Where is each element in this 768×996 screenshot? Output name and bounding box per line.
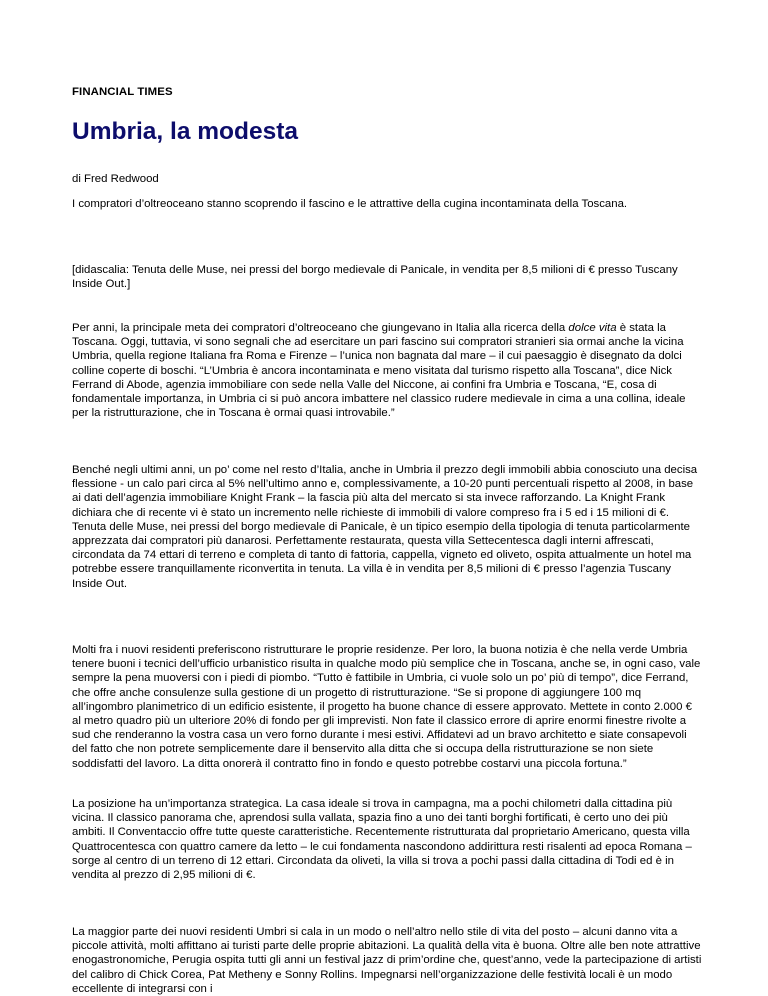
article-byline: di Fred Redwood bbox=[72, 173, 159, 185]
article-lede: I compratori d’oltreoceano stanno scoprendo il fascino e le attrattive della cugina incontaminata della Toscana. bbox=[72, 198, 628, 210]
body-paragraph-4: La posizione ha un’importanza strategica. La casa ideale si trova in campagna, ma a pochi chilometri dalla cittadina più vicina. Il classico panorama che, aprendosi sulla vallata, spazia fino a uno dei tanti borghi fortificati, è certo uno dei più ambiti. Il Conventaccio offre tutte queste caratteristiche. Recentemente ristrutturata dal proprietario Americano, questa villa Quattrocentesca con quattro camere da letto – le cui fondamenta nascondono addirittura resti risalenti ad epoca Romana – sorge al centro di un terreno di 12 ettari. Circondata da oliveti, la villa si trova a pochi passi dalla cittadina di Todi ed è in vendita al prezzo di 2,95 milioni di €. bbox=[72, 798, 692, 882]
paragraph-text: Per anni, la principale meta dei compratori d’oltreoceano che giungevano in Italia alla ricerca della bbox=[72, 322, 569, 334]
italic-phrase: dolce vita bbox=[568, 322, 617, 334]
body-paragraph-2: Benché negli ultimi anni, un po’ come nel resto d’Italia, anche in Umbria il prezzo degli immobili abbia conosciuto una decisa flessione - un calo pari circa al 5% nell’ultimo anno e, complessivamente, a 10-20 punti percentuali rispetto al 2008, in base ai dati dell’agenzia immobiliare Knight Frank – la fascia più alta del mercato si sta invece rafforzando. La Knight Frank dichiara che di recente vi è stato un incremento nelle richieste di immobili di valore compreso fra i 5 ed i 15 milioni di €. Tenuta delle Muse, nei pressi del borgo medievale di Panicale, è un tipico esempio della tipologia di tenuta particolarmente apprezzata dai compratori più danarosi. Perfettamente restaurata, questa villa Settecentesca dagli interni affrescati, circondata da 74 ettari di terreno e completa di tanto di fattoria, cappella, vigneto ed oliveto, ospita attualmente un hotel ma potrebbe essere tranquillamente riconvertita in tenuta. La villa è in vendita per 8,5 milioni di € presso l’agenzia Tuscany Inside Out. bbox=[72, 464, 698, 590]
publication-name: FINANCIAL TIMES bbox=[72, 86, 173, 98]
body-paragraph-3: Molti fra i nuovi residenti preferiscono ristrutturare le proprie residenze. Per loro, la buona notizia è che nella verde Umbria tenere buoni i tecnici dell’ufficio urbanistico risulta in qualche modo più semplice che in Toscana, anche se, in ogni caso, vale sempre la pena muoversi con i piedi di piombo. “Tutto è fattibile in Umbria, ci vuole solo un po’ più di tempo”, dice Ferrand, che offre anche consulenze sulla gestione di un progetto di ristrutturazione. “Se si propone di aggiungere 100 mq all’ingombro planimetrico di un edificio esistente, il progetto ha buone chance di essere approvato. Mettete in conto 2.000 € al metro quadro più un ulteriore 20% di fondo per gli imprevisti. Non fate il classico errore di aprire enormi finestre rivolte a sud che renderanno la vostra casa un vero forno durante i mesi estivi. Affidatevi ad un bravo architetto e siate consapevoli del fatto che non potrete semplicemente dare il benservito alla ditta che si occupa della ristrutturazione se non siete soddisfatti del lavoro. La ditta onorerà il contratto fino in fondo e questo potrebbe costarvi una piccola fortuna.” bbox=[72, 644, 701, 770]
body-paragraph-1 bbox=[72, 321, 702, 420]
body-paragraph-5: La maggior parte dei nuovi residenti Umbri si cala in un modo o nell’altro nello stile di vita del posto – alcuni danno vita a piccole attività, molti affittano ai turisti parte delle proprie abitazioni. La qualità della vita è buona. Oltre alle ben note attrattive enogastronomiche, Perugia ospita tutti gli anni un festival jazz di prim’ordine che, quest’anno, vede la partecipazione di artisti del calibro di Chick Corea, Pat Metheny e Sonny Rollins. Impegnarsi nell’organizzazione delle festività locali è un modo eccellente di integrarsi con i bbox=[72, 926, 702, 995]
paragraph-text: è stata la Toscana. Oggi, tuttavia, vi sono segnali che ad esercitare un pari fascino sui compratori stranieri sia ormai anche la vicina Umbria, quella regione Italiana fra Roma e Firenze – l’unica non bagnata dal mare – il cui paesaggio è disegnato da dolci colline coperte di boschi. “L’Umbria è ancora incontaminata e meno visitata dal turismo rispetto alla Toscana”, dice Nick Ferrand di Abode, agenzia immobiliare con sede nella Valle del Niccone, ai confini fra Umbria e Toscana, “E, cosa di fondamentale importanza, in Umbria ci si può ancora imbattere nel classico rudere medievale in cima a una collina, ideale per la ristrutturazione, che in Toscana è ormai quasi introvabile.” bbox=[72, 322, 686, 420]
photo-caption: [didascalia: Tenuta delle Muse, nei pressi del borgo medievale di Panicale, in vendita per 8,5 milioni di € presso Tuscany Inside Out.] bbox=[72, 264, 678, 291]
article-headline: Umbria, la modesta bbox=[72, 118, 299, 145]
